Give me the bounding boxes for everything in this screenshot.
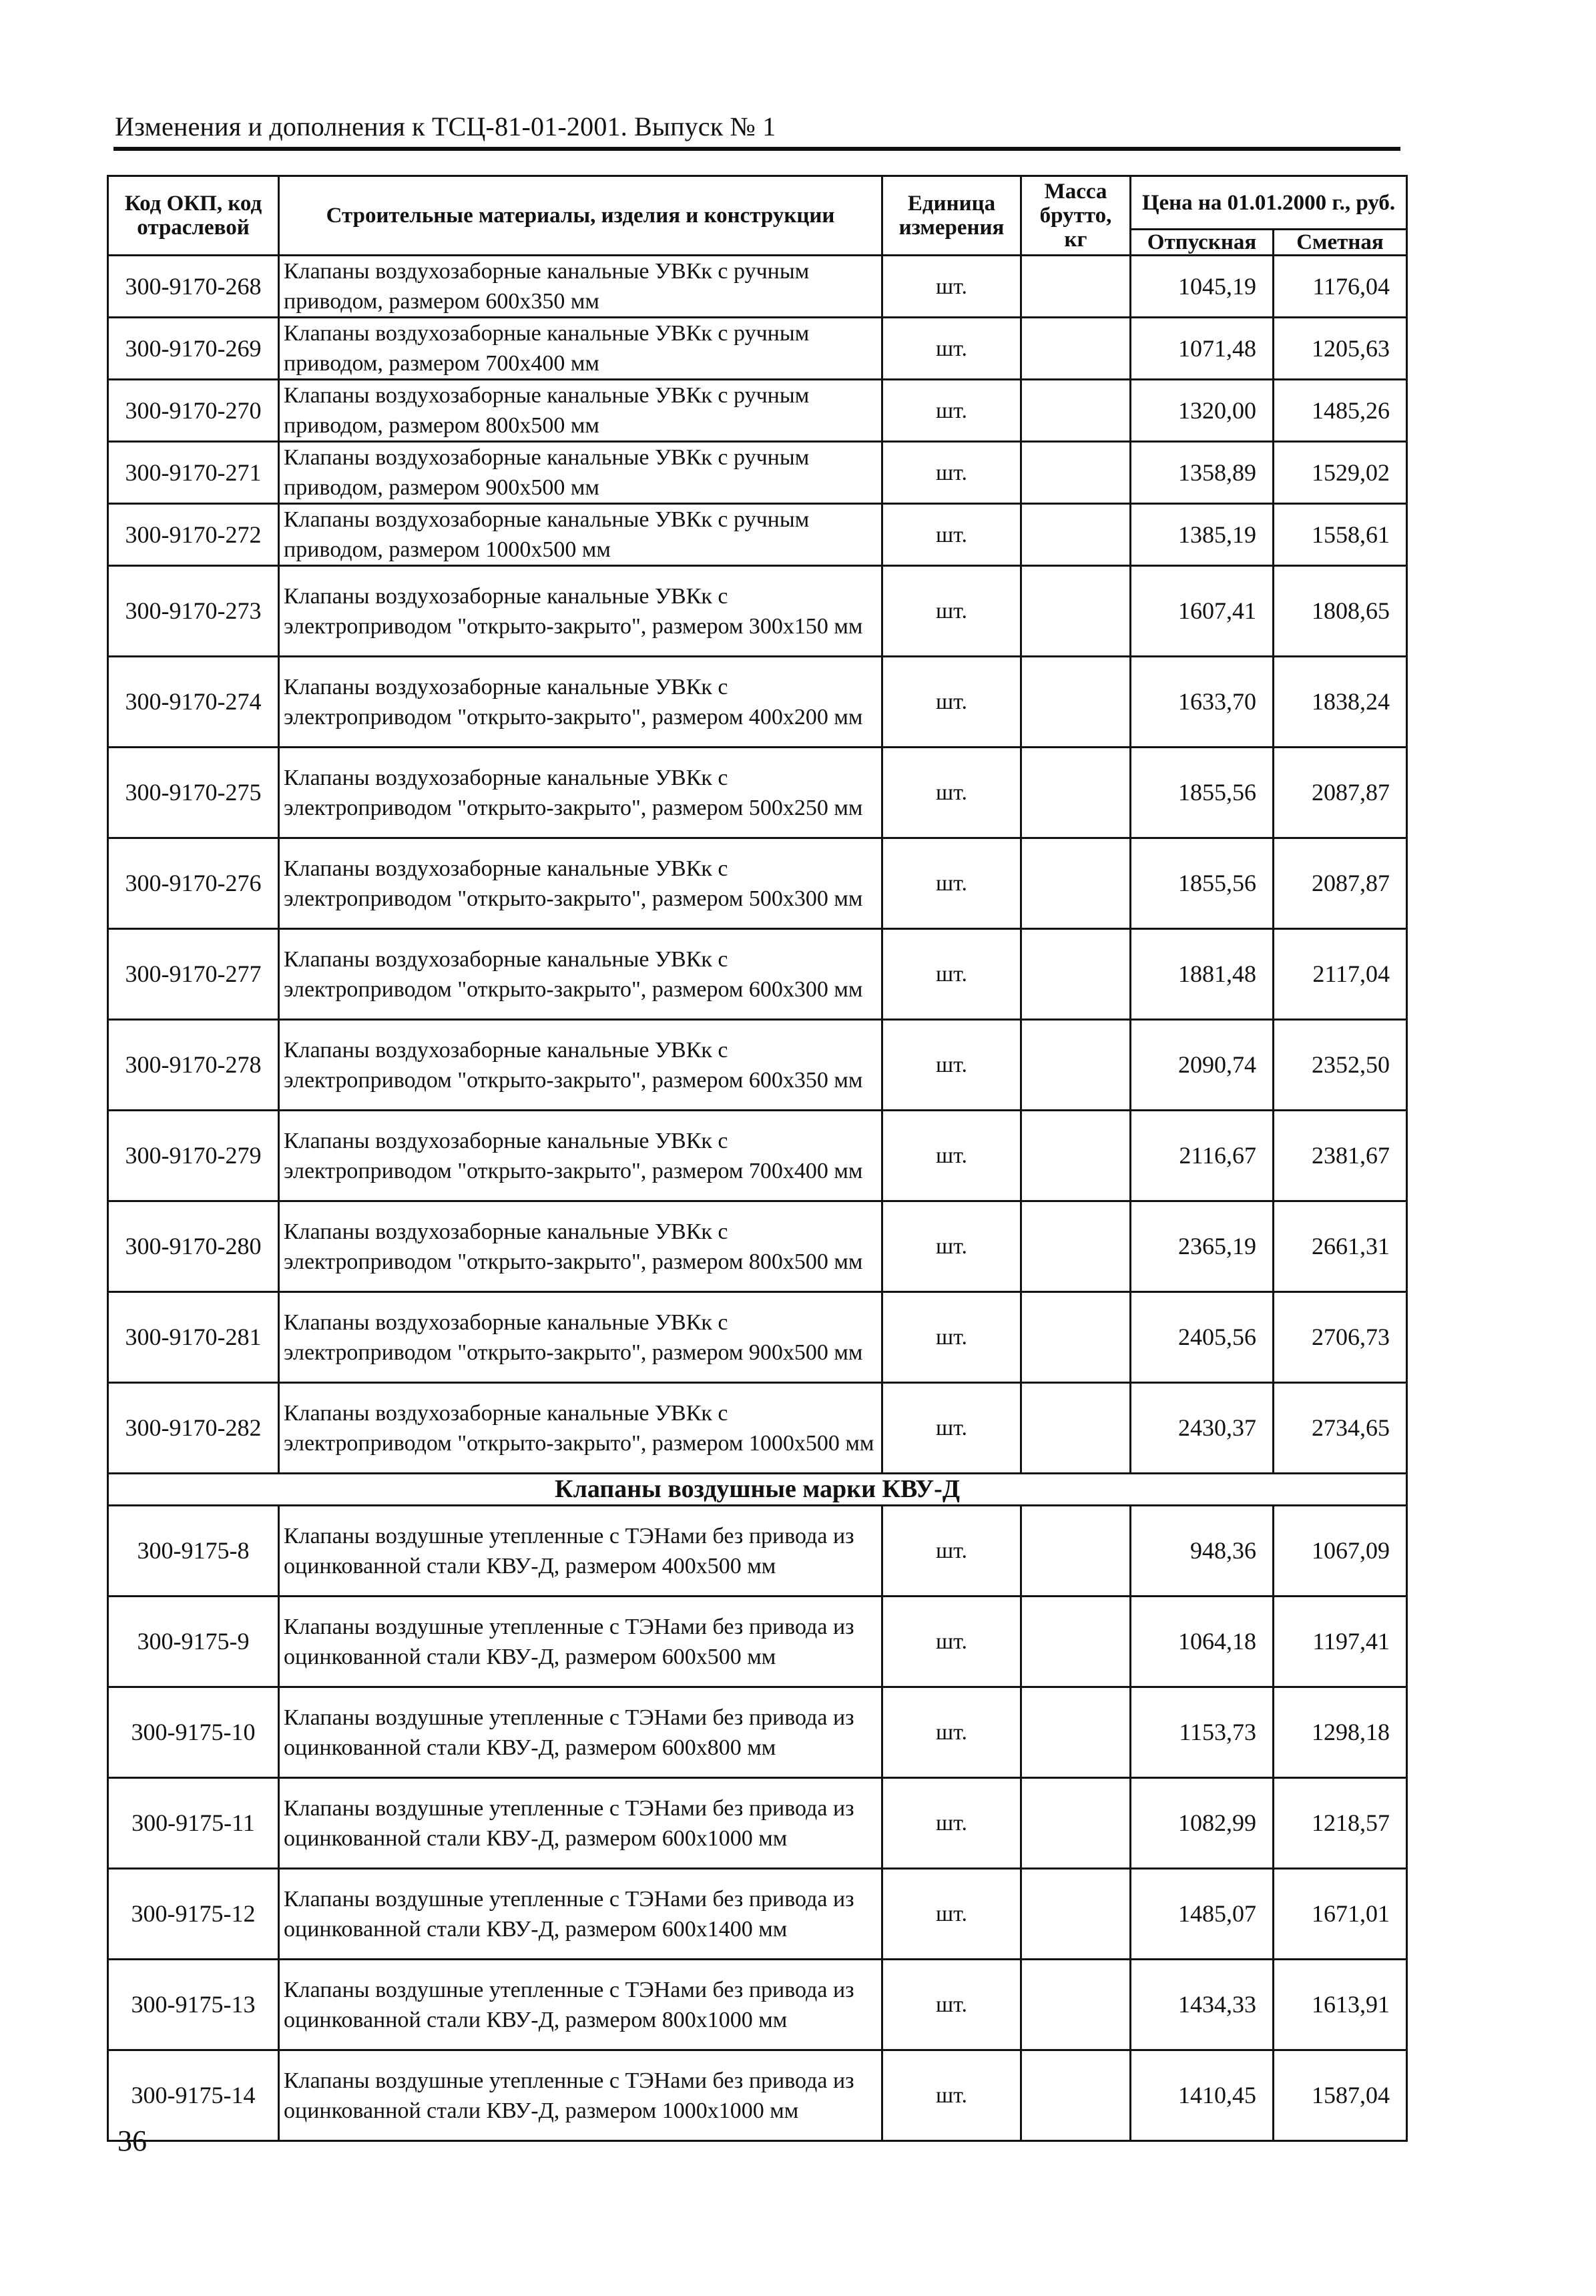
col-header-code: Код ОКП, код отраслевой bbox=[108, 176, 279, 256]
row-code: 300-9175-10 bbox=[108, 1687, 279, 1778]
row-code: 300-9170-275 bbox=[108, 748, 279, 838]
row-code: 300-9170-268 bbox=[108, 256, 279, 318]
price-table bbox=[107, 175, 1408, 2142]
row-unit: шт. bbox=[882, 442, 1021, 504]
row-code: 300-9170-280 bbox=[108, 1201, 279, 1292]
row-code: 300-9175-12 bbox=[108, 1869, 279, 1960]
row-price-release: 2430,37 bbox=[1131, 1383, 1274, 1474]
table-row bbox=[108, 1960, 1407, 2050]
table-row bbox=[108, 1506, 1407, 1597]
row-name: Клапаны воздухозаборные канальные УВКк с электроприводом "открыто-закрыто", размером 900x500 мм bbox=[279, 1292, 882, 1383]
row-price-estimate: 1205,63 bbox=[1274, 318, 1407, 380]
row-name: Клапаны воздухозаборные канальные УВКк с электроприводом "открыто-закрыто", размером 400x200 мм bbox=[279, 657, 882, 748]
row-name: Клапаны воздухозаборные канальные УВКк с электроприводом "открыто-закрыто", размером 600x300 мм bbox=[279, 929, 882, 1020]
row-code: 300-9170-270 bbox=[108, 380, 279, 442]
row-code: 300-9170-277 bbox=[108, 929, 279, 1020]
table-row bbox=[108, 1687, 1407, 1778]
row-price-estimate: 1298,18 bbox=[1274, 1687, 1407, 1778]
page-number: 36 bbox=[117, 2124, 147, 2157]
row-price-release: 2116,67 bbox=[1131, 1111, 1274, 1201]
row-name: Клапаны воздухозаборные канальные УВКк с электроприводом "открыто-закрыто", размером 700x400 мм bbox=[279, 1111, 882, 1201]
row-name: Клапаны воздухозаборные канальные УВКк с ручным приводом, размером 800x500 мм bbox=[279, 380, 882, 442]
row-code: 300-9175-11 bbox=[108, 1778, 279, 1869]
row-price-estimate: 1671,01 bbox=[1274, 1869, 1407, 1960]
row-price-estimate: 1176,04 bbox=[1274, 256, 1407, 318]
row-name: Клапаны воздухозаборные канальные УВКк с ручным приводом, размером 600x350 мм bbox=[279, 256, 882, 318]
row-price-estimate: 1838,24 bbox=[1274, 657, 1407, 748]
col-header-name: Строительные материалы, изделия и конструкции bbox=[279, 176, 882, 256]
row-unit: шт. bbox=[882, 504, 1021, 566]
row-price-estimate: 2352,50 bbox=[1274, 1020, 1407, 1111]
row-code: 300-9175-13 bbox=[108, 1960, 279, 2050]
row-mass bbox=[1021, 1383, 1131, 1474]
row-mass bbox=[1021, 2050, 1131, 2141]
section-title: Клапаны воздушные марки КВУ-Д bbox=[108, 1474, 1407, 1506]
row-price-estimate: 1587,04 bbox=[1274, 2050, 1407, 2141]
table-row bbox=[108, 2050, 1407, 2141]
row-mass bbox=[1021, 256, 1131, 318]
row-price-estimate: 2117,04 bbox=[1274, 929, 1407, 1020]
col-header-unit: Единица измерения bbox=[882, 176, 1021, 256]
row-price-estimate: 2661,31 bbox=[1274, 1201, 1407, 1292]
row-price-release: 1485,07 bbox=[1131, 1869, 1274, 1960]
row-price-release: 1071,48 bbox=[1131, 318, 1274, 380]
row-unit: шт. bbox=[882, 838, 1021, 929]
row-name: Клапаны воздушные утепленные с ТЭНами без привода из оцинкованной стали КВУ-Д, размером 600x500 мм bbox=[279, 1597, 882, 1687]
row-mass bbox=[1021, 1292, 1131, 1383]
row-unit: шт. bbox=[882, 1687, 1021, 1778]
row-code: 300-9170-281 bbox=[108, 1292, 279, 1383]
row-price-estimate: 2734,65 bbox=[1274, 1383, 1407, 1474]
row-price-release: 1385,19 bbox=[1131, 504, 1274, 566]
header-rule bbox=[113, 147, 1400, 151]
row-price-release: 1855,56 bbox=[1131, 748, 1274, 838]
row-mass bbox=[1021, 1869, 1131, 1960]
row-price-estimate: 1613,91 bbox=[1274, 1960, 1407, 2050]
row-unit: шт. bbox=[882, 929, 1021, 1020]
row-unit: шт. bbox=[882, 2050, 1021, 2141]
row-name: Клапаны воздушные утепленные с ТЭНами без привода из оцинкованной стали КВУ-Д, размером 600x1000 мм bbox=[279, 1778, 882, 1869]
row-price-release: 1434,33 bbox=[1131, 1960, 1274, 2050]
table-row bbox=[108, 1383, 1407, 1474]
row-mass bbox=[1021, 504, 1131, 566]
row-unit: шт. bbox=[882, 1201, 1021, 1292]
row-price-release: 1881,48 bbox=[1131, 929, 1274, 1020]
row-price-estimate: 1808,65 bbox=[1274, 566, 1407, 657]
table-row bbox=[108, 838, 1407, 929]
row-mass bbox=[1021, 1020, 1131, 1111]
row-unit: шт. bbox=[882, 1960, 1021, 2050]
col-header-price: Цена на 01.01.2000 г., руб. bbox=[1131, 176, 1407, 230]
row-mass bbox=[1021, 929, 1131, 1020]
col-header-price-release: Отпускная bbox=[1131, 230, 1274, 256]
row-mass bbox=[1021, 748, 1131, 838]
table-row bbox=[108, 1597, 1407, 1687]
row-price-release: 1153,73 bbox=[1131, 1687, 1274, 1778]
row-price-estimate: 1218,57 bbox=[1274, 1778, 1407, 1869]
table-row bbox=[108, 1292, 1407, 1383]
row-price-release: 1320,00 bbox=[1131, 380, 1274, 442]
row-mass bbox=[1021, 657, 1131, 748]
row-price-estimate: 1485,26 bbox=[1274, 380, 1407, 442]
table-row bbox=[108, 380, 1407, 442]
row-mass bbox=[1021, 318, 1131, 380]
row-unit: шт. bbox=[882, 256, 1021, 318]
row-name: Клапаны воздушные утепленные с ТЭНами без привода из оцинкованной стали КВУ-Д, размером 600x1400 мм bbox=[279, 1869, 882, 1960]
row-code: 300-9175-9 bbox=[108, 1597, 279, 1687]
row-code: 300-9175-8 bbox=[108, 1506, 279, 1597]
row-mass bbox=[1021, 1506, 1131, 1597]
row-price-release: 1633,70 bbox=[1131, 657, 1274, 748]
row-name: Клапаны воздухозаборные канальные УВКк с электроприводом "открыто-закрыто", размером 500x300 мм bbox=[279, 838, 882, 929]
row-unit: шт. bbox=[882, 748, 1021, 838]
row-price-estimate: 1067,09 bbox=[1274, 1506, 1407, 1597]
row-unit: шт. bbox=[882, 1020, 1021, 1111]
table-row bbox=[108, 748, 1407, 838]
table-row bbox=[108, 566, 1407, 657]
row-mass bbox=[1021, 380, 1131, 442]
row-mass bbox=[1021, 1960, 1131, 2050]
row-unit: шт. bbox=[882, 1292, 1021, 1383]
row-mass bbox=[1021, 1597, 1131, 1687]
row-unit: шт. bbox=[882, 1506, 1021, 1597]
row-mass bbox=[1021, 1201, 1131, 1292]
table-row bbox=[108, 504, 1407, 566]
document-header: Изменения и дополнения к ТСЦ-81-01-2001. Выпуск № 1 bbox=[115, 111, 776, 141]
row-name: Клапаны воздухозаборные канальные УВКк с ручным приводом, размером 900x500 мм bbox=[279, 442, 882, 504]
table-row bbox=[108, 318, 1407, 380]
row-code: 300-9170-279 bbox=[108, 1111, 279, 1201]
row-mass bbox=[1021, 566, 1131, 657]
row-price-release: 1410,45 bbox=[1131, 2050, 1274, 2141]
row-name: Клапаны воздухозаборные канальные УВКк с электроприводом "открыто-закрыто", размером 600x350 мм bbox=[279, 1020, 882, 1111]
table-row bbox=[108, 1201, 1407, 1292]
table-row bbox=[108, 929, 1407, 1020]
row-code: 300-9170-274 bbox=[108, 657, 279, 748]
row-price-estimate: 2087,87 bbox=[1274, 838, 1407, 929]
row-price-release: 1082,99 bbox=[1131, 1778, 1274, 1869]
table-row bbox=[108, 657, 1407, 748]
row-mass bbox=[1021, 838, 1131, 929]
row-name: Клапаны воздухозаборные канальные УВКк с электроприводом "открыто-закрыто", размером 500x250 мм bbox=[279, 748, 882, 838]
row-mass bbox=[1021, 1778, 1131, 1869]
row-name: Клапаны воздухозаборные канальные УВКк с электроприводом "открыто-закрыто", размером 1000x500 мм bbox=[279, 1383, 882, 1474]
row-code: 300-9170-276 bbox=[108, 838, 279, 929]
row-unit: шт. bbox=[882, 1111, 1021, 1201]
row-price-release: 1358,89 bbox=[1131, 442, 1274, 504]
table-row bbox=[108, 1020, 1407, 1111]
row-price-estimate: 1558,61 bbox=[1274, 504, 1407, 566]
row-unit: шт. bbox=[882, 1869, 1021, 1960]
row-name: Клапаны воздухозаборные канальные УВКк с электроприводом "открыто-закрыто", размером 800x500 мм bbox=[279, 1201, 882, 1292]
row-code: 300-9170-278 bbox=[108, 1020, 279, 1111]
row-price-release: 2090,74 bbox=[1131, 1020, 1274, 1111]
row-code: 300-9175-14 bbox=[108, 2050, 279, 2141]
row-code: 300-9170-272 bbox=[108, 504, 279, 566]
row-unit: шт. bbox=[882, 1597, 1021, 1687]
col-header-price-estimate: Сметная bbox=[1274, 230, 1407, 256]
row-unit: шт. bbox=[882, 657, 1021, 748]
row-name: Клапаны воздушные утепленные с ТЭНами без привода из оцинкованной стали КВУ-Д, размером 400x500 мм bbox=[279, 1506, 882, 1597]
table-row bbox=[108, 1778, 1407, 1869]
row-code: 300-9170-271 bbox=[108, 442, 279, 504]
row-code: 300-9170-269 bbox=[108, 318, 279, 380]
row-unit: шт. bbox=[882, 318, 1021, 380]
row-unit: шт. bbox=[882, 566, 1021, 657]
row-price-release: 1855,56 bbox=[1131, 838, 1274, 929]
row-price-release: 948,36 bbox=[1131, 1506, 1274, 1597]
section-header-row bbox=[108, 1474, 1407, 1506]
row-price-estimate: 1529,02 bbox=[1274, 442, 1407, 504]
table-row bbox=[108, 442, 1407, 504]
row-code: 300-9170-273 bbox=[108, 566, 279, 657]
row-unit: шт. bbox=[882, 1383, 1021, 1474]
row-price-estimate: 2087,87 bbox=[1274, 748, 1407, 838]
row-name: Клапаны воздушные утепленные с ТЭНами без привода из оцинкованной стали КВУ-Д, размером 600x800 мм bbox=[279, 1687, 882, 1778]
row-name: Клапаны воздухозаборные канальные УВКк с ручным приводом, размером 1000x500 мм bbox=[279, 504, 882, 566]
table-row bbox=[108, 1869, 1407, 1960]
row-price-release: 1064,18 bbox=[1131, 1597, 1274, 1687]
row-name: Клапаны воздухозаборные канальные УВКк с ручным приводом, размером 700x400 мм bbox=[279, 318, 882, 380]
col-header-mass: Масса брутто, кг bbox=[1021, 176, 1131, 256]
row-name: Клапаны воздушные утепленные с ТЭНами без привода из оцинкованной стали КВУ-Д, размером 800x1000 мм bbox=[279, 1960, 882, 2050]
row-price-estimate: 1197,41 bbox=[1274, 1597, 1407, 1687]
row-price-release: 2405,56 bbox=[1131, 1292, 1274, 1383]
row-name: Клапаны воздухозаборные канальные УВКк с электроприводом "открыто-закрыто", размером 300x150 мм bbox=[279, 566, 882, 657]
table-row bbox=[108, 256, 1407, 318]
row-mass bbox=[1021, 1111, 1131, 1201]
row-price-release: 2365,19 bbox=[1131, 1201, 1274, 1292]
row-price-estimate: 2381,67 bbox=[1274, 1111, 1407, 1201]
table-row bbox=[108, 1111, 1407, 1201]
row-unit: шт. bbox=[882, 380, 1021, 442]
row-unit: шт. bbox=[882, 1778, 1021, 1869]
row-price-release: 1607,41 bbox=[1131, 566, 1274, 657]
row-price-release: 1045,19 bbox=[1131, 256, 1274, 318]
row-mass bbox=[1021, 442, 1131, 504]
row-price-estimate: 2706,73 bbox=[1274, 1292, 1407, 1383]
table-body bbox=[108, 256, 1407, 2141]
row-name: Клапаны воздушные утепленные с ТЭНами без привода из оцинкованной стали КВУ-Д, размером 1000x1000 мм bbox=[279, 2050, 882, 2141]
row-code: 300-9170-282 bbox=[108, 1383, 279, 1474]
row-mass bbox=[1021, 1687, 1131, 1778]
